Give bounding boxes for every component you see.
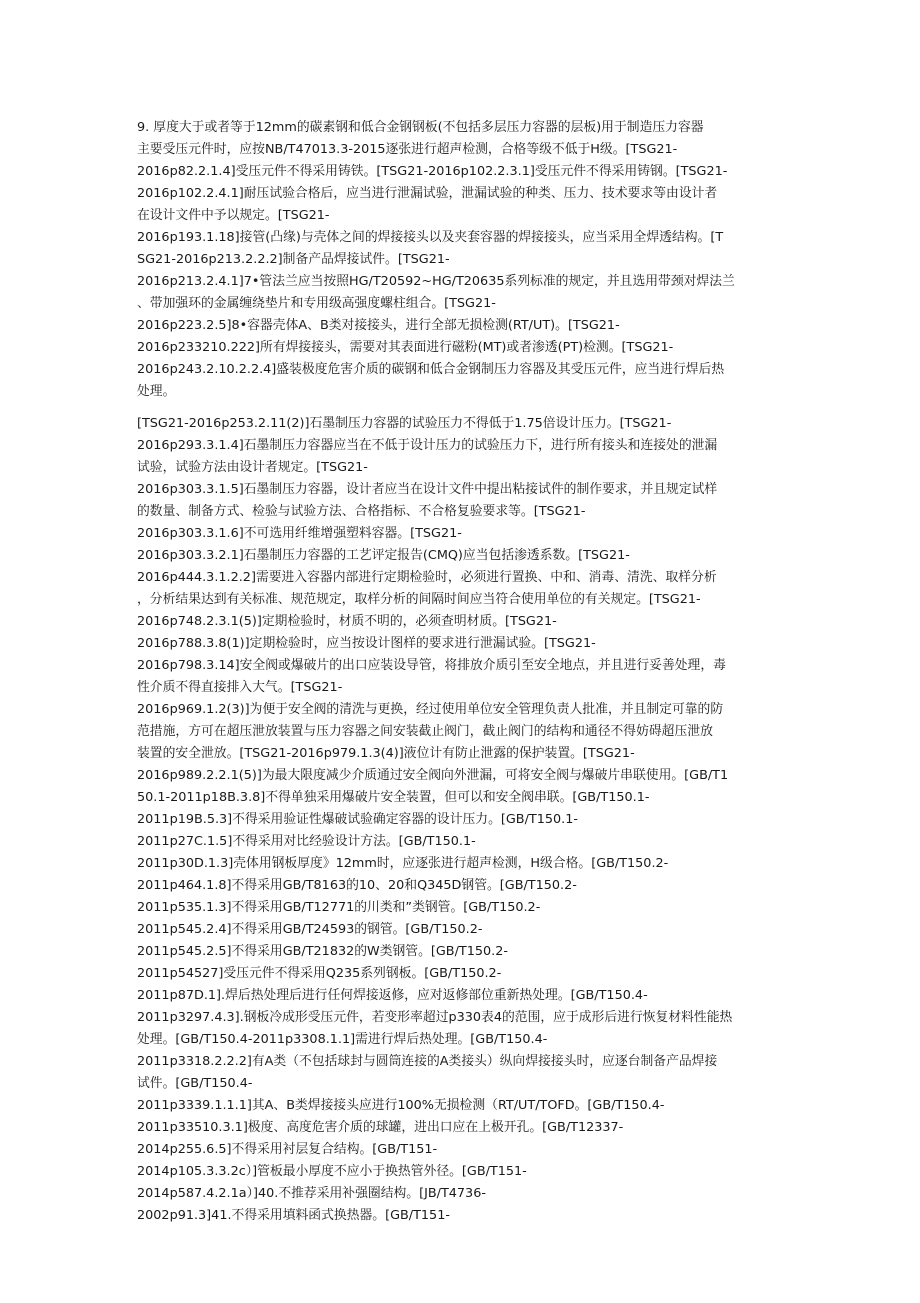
text-line: 2016p303.3.2.1]石墨制压力容器的工艺评定报告(CMQ)应当包括渗透系数。[TSG21- [137, 548, 630, 563]
text-line: 2014p255.6.5]不得采用衬层复合结构。[GB/T151- [137, 1142, 438, 1157]
text-line: 2011p464.1.8]不得采用GB/T8163的10、20和Q345D钢管。[GB/T150.2- [137, 878, 577, 893]
text-line: 2011p3297.4.3].钢板冷成形受压元件，若变形率超过p330表4的范围，应于成形后进行恢复材料性能热 [137, 1010, 733, 1025]
text-line: 50.1-2011p18B.3.8]不得单独采用爆破片安全装置，但可以和安全阀串联。[GB/T150.1- [137, 790, 650, 805]
text-line: ，分析结果达到有关标准、规范规定，取样分析的间隔时间应当符合使用单位的有关规定。[TSG21- [137, 592, 701, 607]
text-line: SG21-2016p213.2.2.2]制备产品焊接试件。[TSG21- [137, 252, 450, 267]
text-line: 2016p223.2.5]8•容器壳体A、B类对接接头，进行全部无损检测(RT/UT)。[TSG21- [137, 318, 620, 333]
text-line: 2011p535.1.3]不得采用GB/T12771的川类和”类钢管。[GB/T150.2- [137, 900, 541, 915]
text-line: 2014p587.4.2.1a）]40.不推荐采用补强圈结构。[JB/T4736- [137, 1186, 486, 1201]
text-line: 主要受压元件时，应按NB/T47013.3-2015逐张进行超声检测，合格等级不低于H级。[TSG21- [137, 142, 678, 157]
text-line: 2016p82.2.1.4]受压元件不得采用铸铁。[TSG21-2016p102.2.3.1]受压元件不得采用铸钢。[TSG21- [137, 164, 728, 179]
text-line: 试验，试验方法由设计者规定。[TSG21- [137, 460, 368, 475]
text-line: 2002p91.3]41.不得采用填料函式换热器。[GB/T151- [137, 1208, 450, 1223]
text-line: 2014p105.3.3.2c）]管板最小厚度不应小于换热管外径。[GB/T151- [137, 1164, 527, 1179]
text-line: 2016p748.2.3.1(5)]定期检验时，材质不明的，必须查明材质。[TSG21- [137, 614, 557, 629]
text-line: 在设计文件中予以规定。[TSG21- [137, 208, 330, 223]
text-line: 2011p54527]受压元件不得采用Q235系列钢板。[GB/T150.2- [137, 966, 502, 981]
text-line: 处理。[GB/T150.4-2011p3308.1.1]需进行焊后热处理。[GB/T150.4- [137, 1032, 548, 1047]
text-line: 2016p788.3.8(1)]定期检验时，应当按设计图样的要求进行泄漏试验。[TSG21- [137, 636, 596, 651]
text-line: 2011p87D.1].焊后热处理后进行任何焊接返修，应对返修部位重新热处理。[GB/T150.4- [137, 988, 648, 1003]
text-line: 范措施，方可在超压泄放装置与压力容器之间安装截止阀门，截止阀门的结构和通径不得妨碍超压泄放 [137, 724, 713, 739]
text-line: 2011p545.2.4]不得采用GB/T24593的钢管。[GB/T150.2- [137, 922, 483, 937]
text-line: 2016p969.1.2(3)]为便于安全阀的清洗与更换，经过使用单位安全管理负责人批准，并且制定可靠的防 [137, 702, 724, 717]
text-line: 9. 厚度大于或者等于12mm的碳素钢和低合金钢钢板(不包括多层压力容器的层板)用于制造压力容器 [137, 120, 704, 135]
text-line: 试件。[GB/T150.4- [137, 1076, 253, 1091]
text-line: 2016p303.3.1.6]不可选用纤维增强塑料容器。[TSG21- [137, 526, 462, 541]
text-line: 的数量、制备方式、检验与试验方法、合格指标、不合格复验要求等。[TSG21- [137, 504, 586, 519]
text-line: 性介质不得直接排入大气。[TSG21- [137, 680, 343, 695]
text-line: 2011p33510.3.1]极度、高度危害介质的球罐，进出口应在上极开孔。[GB/T12337- [137, 1120, 624, 1135]
text-line: 2016p293.3.1.4]石墨制压力容器应当在不低于设计压力的试验压力下，进行所有接头和连接处的泄漏 [137, 438, 718, 453]
text-line: 2011p19B.5.3]不得采用验证性爆破试验确定容器的设计压力。[GB/T150.1- [137, 812, 578, 827]
text-line: 2016p233210.222]所有焊接接头，需要对其表面进行磁粉(MT)或者渗透(PT)检测。[TSG21- [137, 340, 674, 355]
text-line: 2016p798.3.14]安全阀或爆破片的出口应装设导管，将排放介质引至安全地点，并且进行妥善处理，毒 [137, 658, 726, 673]
text-line: 2016p444.3.1.2.2]需要进入容器内部进行定期检验时，必须进行置换、中和、消毒、清洗、取样分析 [137, 570, 717, 585]
text-line: 2016p193.1.18]接管(凸缘)与壳体之间的焊接接头以及夹套容器的焊接接头，应当采用全焊透结构。[T [137, 230, 724, 245]
text-line: 2016p102.2.4.1]耐压试验合格后，应当进行泄漏试验，泄漏试验的种类、压力、技术要求等由设计者 [137, 186, 718, 201]
text-line: 2016p303.3.1.5]石墨制压力容器，设计者应当在设计文件中提出粘接试件的制作要求，并且规定试样 [137, 482, 718, 497]
text-line: 2011p27C.1.5]不得采用对比经验设计方法。[GB/T150.1- [137, 834, 476, 849]
text-line: 2016p989.2.2.1(5)]为最大限度减少介质通过安全阀向外泄漏，可将安全阀与爆破片串联使用。[GB/T1 [137, 768, 729, 783]
text-line: 2011p545.2.5]不得采用GB/T21832的W类钢管。[GB/T150.2- [137, 944, 508, 959]
text-line: 、带加强环的金属缠绕垫片和专用级高强度螺柱组合。[TSG21- [137, 296, 496, 311]
text-line: 2016p213.2.4.1]7•管法兰应当按照HG/T20592~HG/T20635系列标准的规定，并且选用带颈对焊法兰 [137, 274, 735, 289]
text-line: 2011p30D.1.3]壳体用钢板厚度》12mm时，应逐张进行超声检测，H级合格。[GB/T150.2- [137, 856, 669, 871]
text-line: [TSG21-2016p253.2.11(2)]石墨制压力容器的试验压力不得低于1.75倍设计压力。[TSG21- [137, 416, 672, 431]
text-line: 2016p243.2.10.2.2.4]盛装极度危害介质的碳钢和低合金钢制压力容器及其受压元件，应当进行焊后热 [137, 362, 725, 377]
document-body [137, 117, 787, 1227]
text-line: 处理。 [137, 384, 176, 399]
text-line: 2011p3339.1.1.1]其A、B类焊接接头应进行100%无损检测（RT/UT/TOFD。[GB/T150.4- [137, 1098, 665, 1113]
text-line: 装置的安全泄放。[TSG21-2016p979.1.3(4)]液位计有防止泄露的保护装置。[TSG21- [137, 746, 635, 761]
text-line: 2011p3318.2.2.2]有A类（不包括球封与圆筒连接的A类接头）纵向焊接接头时，应逐台制备产品焊接 [137, 1054, 718, 1069]
